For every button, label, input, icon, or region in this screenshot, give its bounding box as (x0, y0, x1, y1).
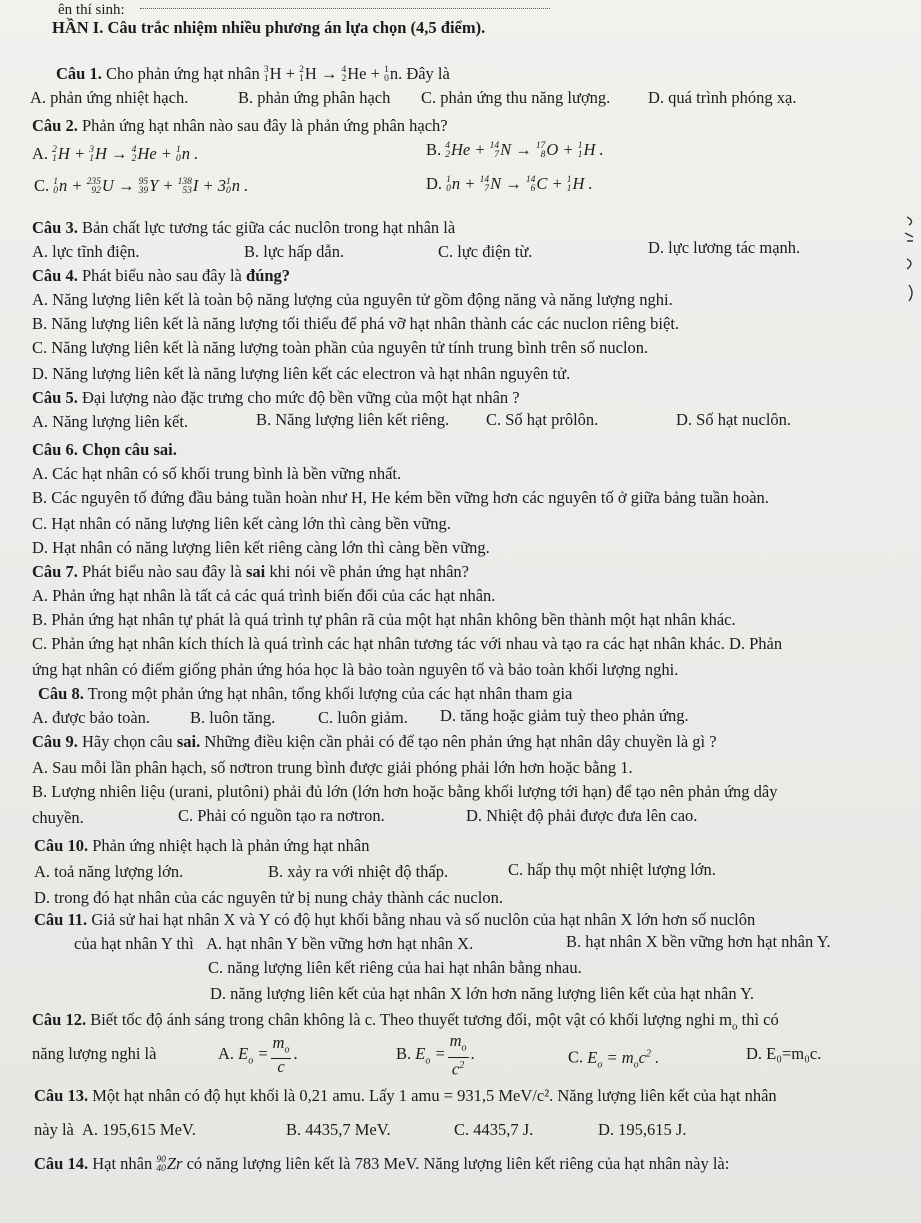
student-name-label: ên thí sinh: (58, 2, 125, 18)
q13-option-b: B. 4435,7 MeV. (286, 1120, 391, 1139)
q1-option-b: B. phản ứng phân hạch (238, 88, 391, 107)
question-2-stem: Câu 2. Phản ứng hạt nhân nào sau đây là phản ứng phân hạch? (32, 116, 448, 135)
q5-option-b: B. Năng lượng liên kết riêng. (256, 410, 450, 429)
q3-option-d: D. lực lương tác mạnh. (648, 238, 801, 257)
question-9-stem: Câu 9. Hãy chọn câu sai. Những điều kiện cần phải có để tạo nên phản ứng hạt nhân dây chuyền là gì ? (32, 732, 717, 751)
q4-option-c: C. Năng lượng liên kết là năng lượng toàn phần của nguyên tử tính trung bình trên số nuclon. (32, 338, 649, 357)
q13-option-a: A. 195,615 MeV. (82, 1120, 196, 1139)
question-3-stem: Câu 3. Bản chất lực tương tác giữa các nuclôn trong hạt nhân là (32, 218, 456, 237)
q12-option-b: B. $E_o$ = $\frac{m_o}{c^2}$ . (396, 1031, 475, 1079)
q12-option-d: D. E₀=m₀c. (746, 1044, 822, 1063)
question-10-stem: Câu 10. Phản ứng nhiệt hạch là phản ứng hạt nhân (34, 836, 370, 855)
q7-option-c: C. Phản ứng hạt nhân kích thích là quá trình các hạt nhân tương tác với nhau và tạo ra các hạt nhân khác. D. Phản (32, 634, 783, 653)
q9-option-d: D. Nhiệt độ phải được đưa lên cao. (466, 806, 698, 825)
q8-option-c: C. luôn giảm. (318, 708, 408, 727)
q9-option-b-continued: chuyền. (32, 808, 84, 827)
q2-option-a: A. 2 1 H + 3 1 H → 4 2 He + 1 0 n . (32, 144, 199, 165)
question-12-stem: Câu 12. Biết tốc độ ánh sáng trong chân không là c. Theo thuyết tương đối, một vật có khối lượng nghi $m_o$ thì có (32, 1010, 779, 1033)
section-title: HẦN I. Câu trắc nhiệm nhiều phương án lựa chọn (4,5 điểm). (52, 18, 486, 37)
question-6-stem: Câu 6. Chọn câu sai. (32, 440, 177, 459)
q3-option-b: B. lực hấp dẫn. (244, 242, 345, 261)
question-4-stem: Câu 4. Phát biểu nào sau đây là đúng? (32, 266, 291, 285)
question-14-stem: Câu 14. Hạt nhân 90 40 Zr có năng lượng liên kết là 783 MeV. Năng lượng liên kết riêng của hạt nhân này là: (34, 1154, 730, 1175)
q1-option-c: C. phản ứng thu năng lượng. (421, 88, 611, 107)
q6-option-c: C. Hạt nhân có năng lượng liên kết càng lớn thì càng bền vững. (32, 514, 451, 533)
question-13-stem: Câu 13. Một hạt nhân có độ hụt khối là 0,21 amu. Lấy 1 amu = 931,5 MeV/c². Năng lượng liên kết của hạt nhân (34, 1086, 777, 1105)
q12-option-a: A. $E_o$ = $\frac{m_o}{c}$ . (218, 1033, 298, 1077)
q6-option-a: A. Các hạt nhân có số khối trung bình là bền vững nhất. (32, 464, 402, 483)
q2-option-b: B. 4 2 He + 14 7 N → 17 8 O + 1 1 H . (426, 140, 604, 161)
q9-option-a: A. Sau mỗi lần phân hạch, số nơtron trung bình được giải phóng phải lớn hơn hoặc bằng 1. (32, 758, 633, 777)
question-11-stem: Câu 11. Giả sử hai hạt nhân X và Y có độ hụt khối bằng nhau và số nuclôn của hạt nhân X lớn hơn số nuclôn (34, 910, 756, 929)
q10-option-d: D. trong đó hạt nhân của các nguyên tử bị nung chảy thành các nuclon. (34, 888, 503, 907)
q4-option-b: B. Năng lượng liên kết là năng lượng tối thiểu để phá vỡ hạt nhân thành các các nuclon riêng biệt. (32, 314, 680, 333)
q5-option-c: C. Số hạt prôlôn. (486, 410, 599, 429)
q9-option-b: B. Lượng nhiên liệu (urani, plutôni) phải đủ lớn (lớn hơn hoặc bằng khối lượng tới hạn) để tạo nên phản ứng dây (32, 782, 778, 801)
margin-marks (901, 215, 921, 305)
q11-option-b: B. hạt nhân X bền vững hơn hạt nhân Y. (566, 932, 831, 951)
q2-option-c: C. 1 0 n + 235 92 U → 95 39 Y + 138 53 I + 3 1 0 n . (34, 176, 249, 197)
q11-option-c: C. năng lượng liên kết riêng của hai hạt nhân bằng nhau. (208, 958, 582, 977)
q8-option-d: D. tăng hoặc giảm tuỳ theo phản ứng. (440, 706, 689, 725)
q3-option-a: A. lực tĩnh điện. (32, 242, 140, 261)
q7-option-d-continued: ứng hạt nhân có điểm giống phản ứng hóa học là bảo toàn nguyên tố và bảo toàn khối lượng nghi. (32, 660, 679, 679)
q6-option-b: B. Các nguyên tố đứng đầu bảng tuần hoàn như H, He kém bền vững hơn các nguyên tố ở giữa bảng tuần hoàn. (32, 488, 769, 507)
question-7-stem: Câu 7. Phát biểu nào sau đây là sai khi nói về phản ứng hạt nhân? (32, 562, 469, 581)
q8-option-b: B. luôn tăng. (190, 708, 276, 727)
q1-option-a: A. phản ứng nhiệt hạch. (30, 88, 189, 107)
q10-option-b: B. xảy ra với nhiệt độ thấp. (268, 862, 449, 881)
question-12-stem-continued: năng lượng nghi là (32, 1044, 157, 1063)
q1-option-d: D. quá trình phóng xạ. (648, 88, 797, 107)
q1-equation: 3 1 H + 2 1 H → 4 2 He + 1 0 n (263, 64, 399, 85)
question-5-stem: Câu 5. Đại lượng nào đặc trưng cho mức độ bền vững của một hạt nhân ? (32, 388, 520, 407)
q13-option-c: C. 4435,7 J. (454, 1120, 534, 1139)
q13-option-d: D. 195,615 J. (598, 1120, 687, 1139)
q10-option-c: C. hấp thụ một nhiệt lượng lớn. (508, 860, 716, 879)
q6-option-d: D. Hạt nhân có năng lượng liên kết riêng càng lớn thì càng bền vững. (32, 538, 490, 557)
q3-option-c: C. lực điện từ. (438, 242, 533, 261)
q7-option-b: B. Phản ứng hạt nhân tự phát là quá trình tự phân rã của một hạt nhân không bền thành một hạt nhân khác. (32, 610, 736, 629)
q7-option-a: A. Phản ứng hạt nhân là tất cả các quá trình biến đổi của các hạt nhân. (32, 586, 496, 605)
q5-option-d: D. Số hạt nuclôn. (676, 410, 792, 429)
q5-option-a: A. Năng lượng liên kết. (32, 412, 189, 431)
question-1-stem: Câu 1. Cho phản ứng hạt nhân 3 1 H + 2 1 H → 4 2 He + 1 0 n. Đây là (56, 64, 450, 85)
q8-option-a: A. được bảo toàn. (32, 708, 151, 727)
q12-option-c: C. $E_o = m_oc^2$ . (568, 1047, 660, 1070)
question-13-stem-continued: này là (34, 1120, 74, 1139)
q9-option-c: C. Phải có nguồn tạo ra nơtron. (178, 806, 385, 825)
q2-option-d: D. 1 0 n + 14 7 N → 14 6 C + 1 1 H . (426, 174, 593, 195)
question-11-stem-continued: của hạt nhân Y thì A. hạt nhân Y bền vững hơn hạt nhân X. (74, 934, 474, 953)
question-8-stem: Câu 8. Trong một phản ứng hạt nhân, tổng khối lượng của các hạt nhân tham gia (38, 684, 573, 703)
q4-option-d: D. Năng lượng liên kết là năng lượng liên kết các electron và hạt nhân nguyên tử. (32, 364, 571, 383)
q10-option-a: A. toả năng lượng lớn. (34, 862, 184, 881)
q4-option-a: A. Năng lượng liên kết là toàn bộ năng lượng của nguyên tử gồm động năng và năng lượng nghi. (32, 290, 673, 309)
q11-option-d: D. năng lượng liên kết của hạt nhân X lớn hơn năng lượng liên kết của hạt nhân Y. (210, 984, 755, 1003)
name-dotted-line (140, 8, 550, 9)
